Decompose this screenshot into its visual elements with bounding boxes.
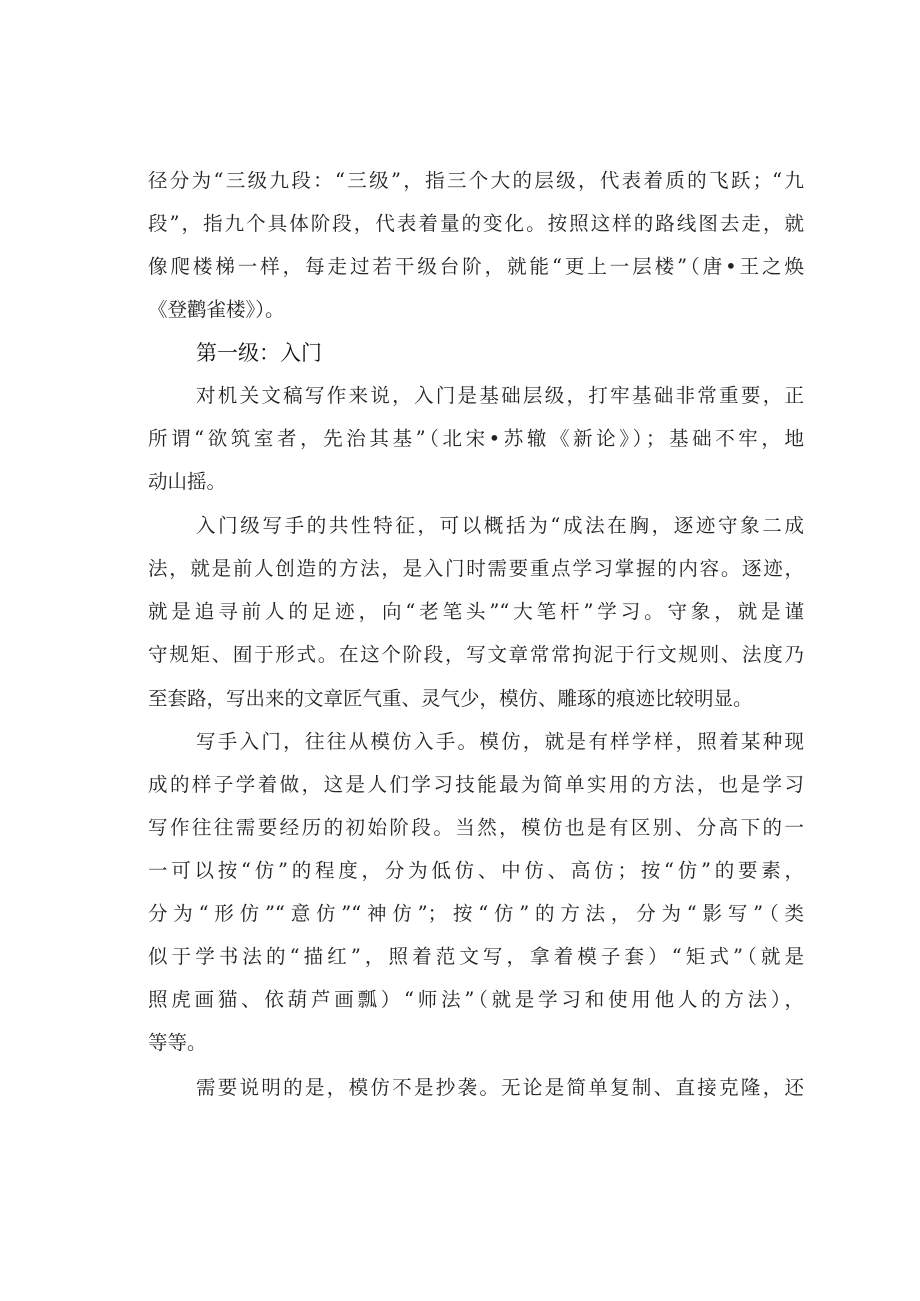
intro-line-3: 像爬楼梯一样，每走过若干级台阶，就能“更上一层楼”（唐•王之焕	[148, 255, 804, 278]
paragraph-2-line-2: 法，就是前人创造的方法，是入门时需要重点学习掌握的内容。逐迹，	[148, 557, 804, 580]
paragraph-3-line-4: 一可以按“仿”的程度，分为低仿、中仿、高仿；按“仿”的要素，	[148, 859, 804, 882]
paragraph-1-line-3: 动山摇。	[148, 470, 227, 493]
paragraph-1-line-2: 所谓“欲筑室者，先治其基”（北宋•苏辙《新论》）；基础不牢，地	[148, 427, 804, 450]
paragraph-3-line-8: 等等。	[148, 1031, 207, 1054]
paragraph-2-line-1: 入门级写手的共性特征，可以概括为“成法在胸，逐迹守象二成	[196, 514, 804, 537]
intro-line-1: 径分为“三级九段：“三级”，指三个大的层级，代表着质的飞跃；“九	[148, 169, 804, 192]
paragraph-3-line-1: 写手入门，往往从模仿入手。模仿，就是有样学样，照着某种现	[196, 730, 804, 753]
paragraph-3-line-7: 照虎画猫、依葫芦画瓢）“师法”（就是学习和使用他人的方法），	[148, 988, 804, 1011]
intro-line-4: 《登鹳雀楼》）。	[148, 298, 285, 321]
paragraph-3-line-6: 似于学书法的“描红”，照着范文写，拿着模子套）“矩式”（就是	[148, 945, 804, 968]
paragraph-3-line-5: 分为“形仿”“意仿”“神仿”；按“仿”的方法，分为“影写”（类	[148, 902, 804, 925]
section-heading: 第一级：入门	[196, 341, 322, 365]
paragraph-3-line-2: 成的样子学着做，这是人们学习技能最为简单实用的方法，也是学习	[148, 773, 804, 796]
paragraph-2-line-3: 就是追寻前人的足迹，向“老笔头”“大笔杆”学习。守象，就是谨	[148, 600, 804, 623]
intro-line-2: 段”，指九个具体阶段，代表着量的变化。按照这样的路线图去走，就	[148, 212, 804, 235]
paragraph-1-line-1: 对机关文稿写作来说，入门是基础层级，打牢基础非常重要，正	[196, 384, 804, 407]
paragraph-3-line-3: 写作往往需要经历的初始阶段。当然，模仿也是有区别、分高下的一	[148, 816, 804, 839]
paragraph-2-line-5: 至套路，写出来的文章匠气重、灵气少，模仿、雕琢的痕迹比较明显。	[148, 687, 753, 710]
paragraph-2-line-4: 守规矩、囿于形式。在这个阶段，写文章常常拘泥于行文规则、法度乃	[148, 643, 804, 666]
paragraph-4-line-1: 需要说明的是，模仿不是抄袭。无论是简单复制、直接克隆，还	[196, 1076, 804, 1099]
